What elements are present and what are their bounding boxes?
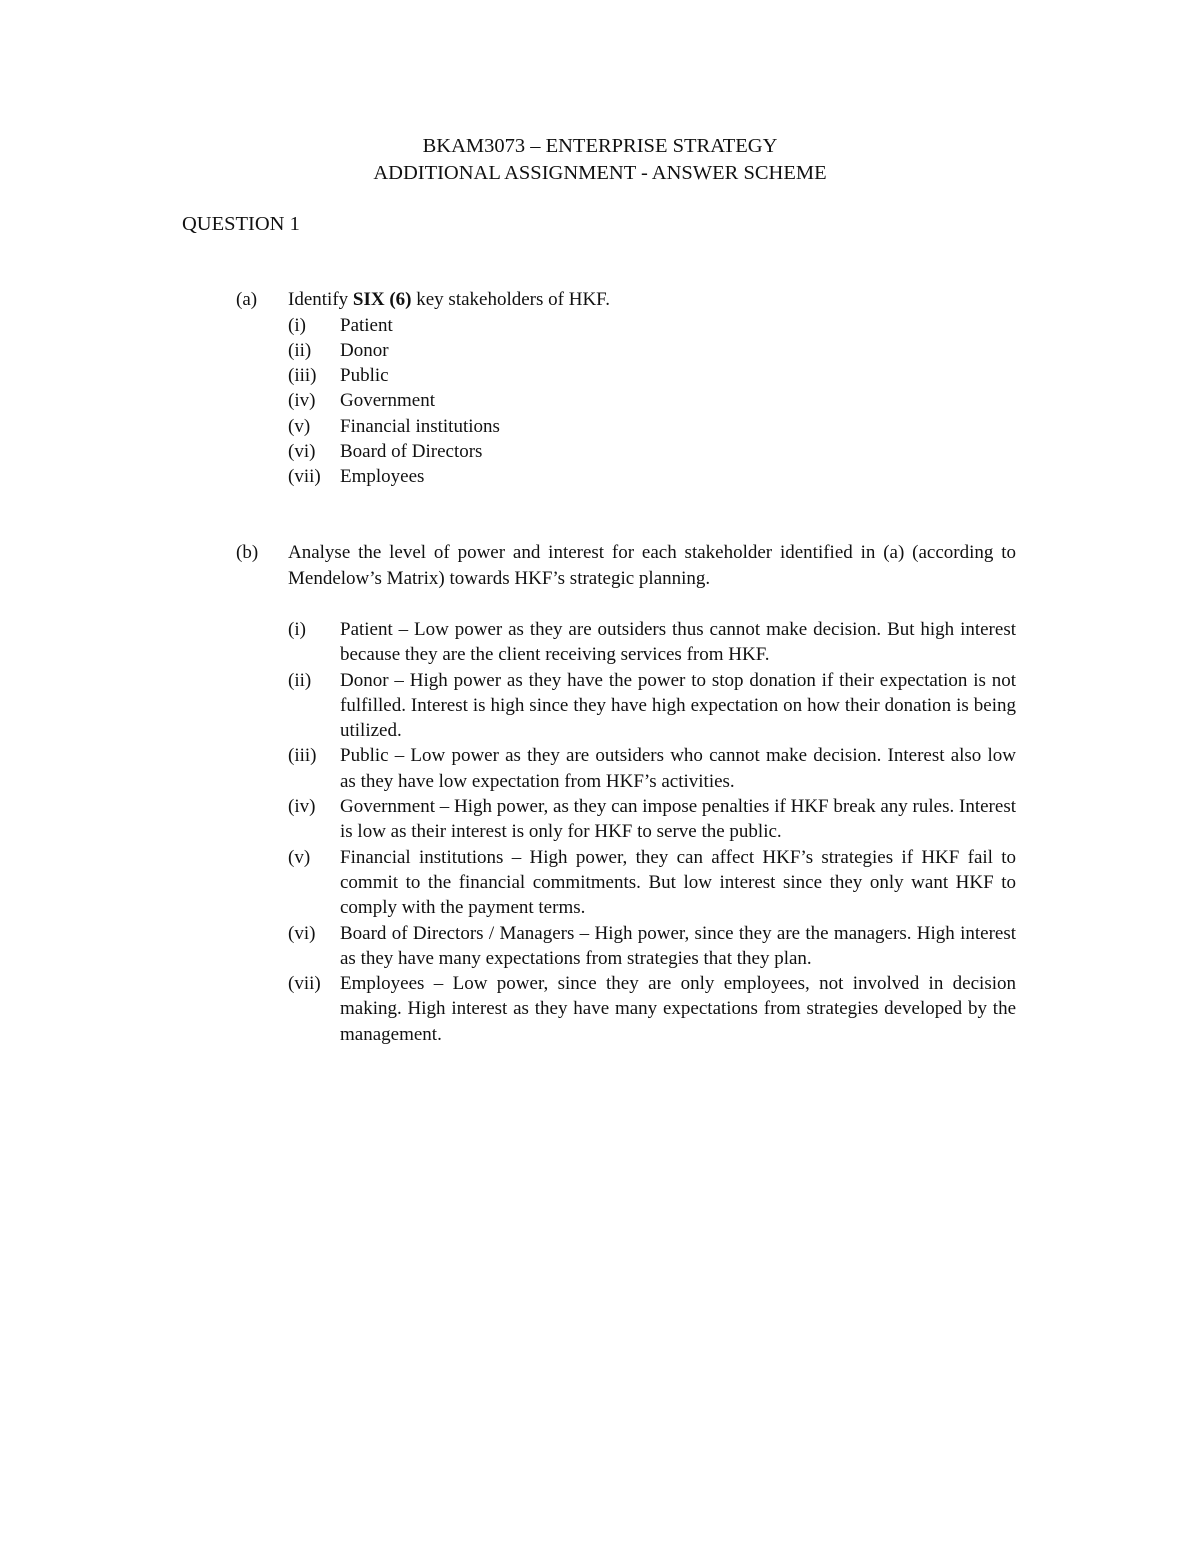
list-item [288,338,1016,363]
list-item [288,414,1016,439]
list-item [288,617,1016,668]
list-item [288,439,1016,464]
item-text: Board of Directors / Managers – High power, since they are the managers. High interest as they have many expectations from strategies that they plan. [340,922,1016,969]
part-b-label: (b) [236,542,259,563]
item-number: (iii) [288,365,317,387]
item-number: (i) [288,619,306,640]
item-number: (v) [288,846,311,868]
part-a-prompt [288,287,1016,313]
course-title: BKAM3073 – ENTERPRISE STRATEGY [422,135,778,157]
item-text: Financial institutions [340,415,500,437]
part-b [236,540,1016,1047]
list-item [288,464,1016,489]
item-number: (iv) [288,390,316,412]
analysis-list [288,617,1016,1047]
item-number: (vi) [288,440,316,462]
part-a-prompt-end: key stakeholders of HKF. [411,289,610,310]
item-number: (i) [288,314,306,336]
list-item [288,388,1016,413]
item-number: (iii) [288,745,317,767]
list-item [288,363,1016,388]
item-text: Public – Low power as they are outsiders who cannot make decision. Interest also low as they have low expectation from HKF’s activities. [340,745,1016,792]
item-number: (vii) [288,973,321,995]
list-item [288,794,1016,845]
item-text: Government – High power, as they can impose penalties if HKF break any rules. Interest is low as their interest is only for HKF to serve the public. [340,796,1016,843]
assignment-title: ADDITIONAL ASSIGNMENT - ANSWER SCHEME [373,162,827,184]
item-text: Public [340,365,389,387]
item-number: (ii) [288,669,312,691]
item-number: (vii) [288,466,321,488]
stakeholder-list [288,313,1016,490]
item-text: Employees [340,466,425,488]
part-a [236,287,1016,490]
list-item [288,668,1016,744]
document-title [0,133,1200,187]
list-item [288,313,1016,338]
item-text: Donor [340,339,389,361]
item-text: Employees – Low power, since they are only employees, not involved in decision making. High interest as they have many expectations from strategies developed by the management. [340,973,1016,1045]
item-text: Board of Directors [340,440,483,462]
part-b-prompt: Analyse the level of power and interest for each stakeholder identified in (a) (according to Mendelow’s Matrix) towards HKF’s strategic planning. [288,542,1016,589]
item-text: Financial institutions – High power, they can affect HKF’s strategies if HKF fail to commit to the financial commitments. But low interest since they only want HKF to comply with the payment terms. [340,846,1016,919]
item-number: (iv) [288,796,316,818]
part-a-prompt-start: Identify [288,289,353,310]
list-item [288,743,1016,794]
question-heading: QUESTION 1 [182,213,300,235]
item-text: Patient – Low power as they are outsiders thus cannot make decision. But high interest because they are the client receiving services from HKF. [340,619,1016,666]
list-item [288,845,1016,921]
list-item [288,921,1016,972]
item-number: (vi) [288,922,316,944]
item-number: (ii) [288,339,312,361]
item-text: Donor – High power as they have the power to stop donation if their expectation is not fulfilled. Interest is high since they have high expectation on how their donation is being utilized. [340,669,1016,742]
item-number: (v) [288,415,311,437]
item-text: Government [340,390,435,412]
part-a-label: (a) [236,289,258,310]
item-text: Patient [340,314,393,336]
list-item [288,971,1016,1047]
part-a-prompt-emphasis: SIX (6) [352,289,412,310]
